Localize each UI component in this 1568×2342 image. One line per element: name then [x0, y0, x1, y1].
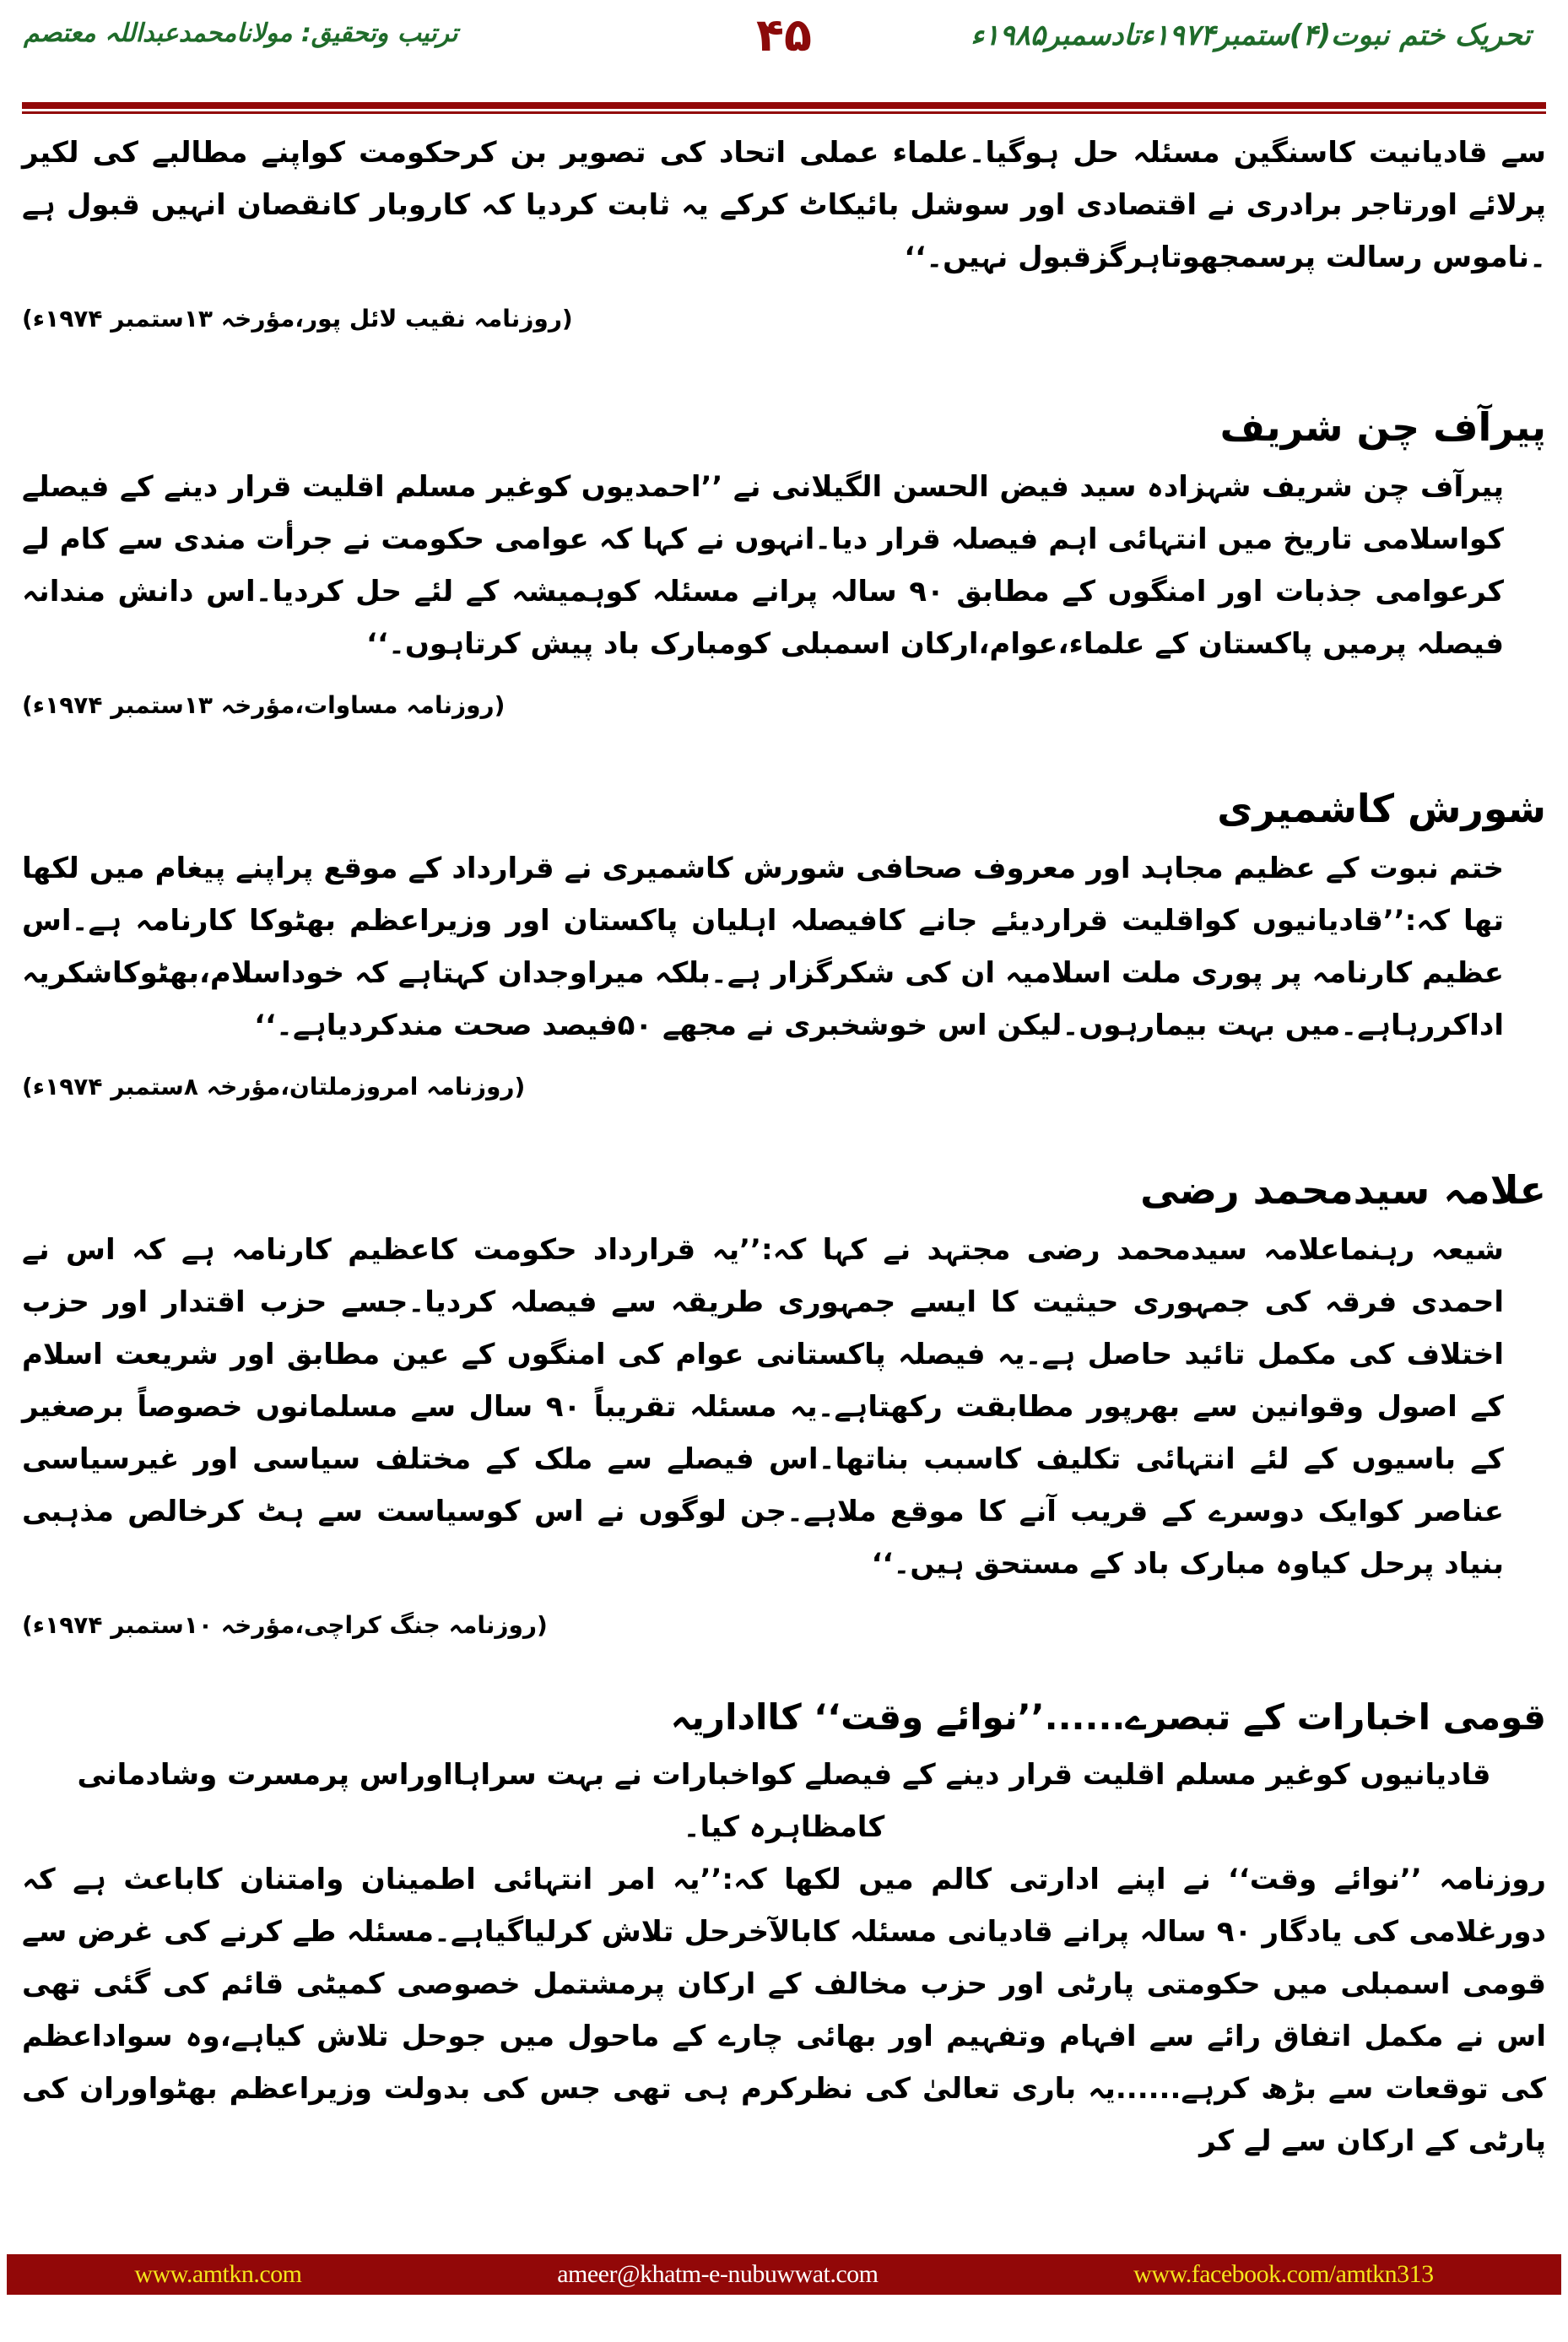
section-heading: پیرآف چن شریف — [1219, 404, 1546, 450]
section-heading: علامہ سیدمحمد رضی — [1140, 1167, 1546, 1213]
page-header — [0, 0, 1568, 84]
section-heading: شورش کاشمیری — [1217, 786, 1546, 831]
section-citation: (روزنامہ امروزملتان،مؤرخہ ۸ستمبر ۱۹۷۴ء) — [22, 1073, 526, 1101]
footer-facebook-link[interactable]: www.facebook.com/amtkn313 — [1133, 2260, 1434, 2288]
subsection-body: روزنامہ ’’نوائے وقت‘‘ نے اپنے ادارتی کالم میں لکھا کہ:’’یہ امر انتہائی اطمینان وامتنان کاباعث ہے کہ دورغلامی کی یادگار ۹۰ سالہ پرانے قادیانی مسئلہ کابالآخرحل تلاش کرلیاگیاہے۔مسئلہ طے کرنے کی غرض سے قومی اسمبلی میں حکومتی پارٹی اور حزب مخالف کے ارکان پرمشتمل خصوصی کمیٹی قائم کی گئی تھی اس نے مکمل اتفاق رائے سے افہام وتفہیم اور بھائی چارے کے ماحول میں جوحل تلاش کیاہے،وہ سواداعظم کی توقعات سے بڑھ کرہے......یہ باری تعالیٰ کی نظرکرم ہی تھی جس کی بدولت وزیراعظم بھٹواوران کی پارٹی کے ارکان سے لے کر — [22, 1863, 1547, 2158]
page-content — [22, 127, 1546, 2228]
footer-email-link[interactable]: ameer@khatm-e-nubuwwat.com — [557, 2260, 879, 2288]
compiler-credit: ترتیب وتحقیق: مولانامحمدعبداللہ معتصم — [24, 19, 458, 48]
intro-paragraph: سے قادیانیت کاسنگین مسئلہ حل ہوگیا۔علماء عملی اتحاد کی تصویر بن کرحکومت کواپنے مطالبے کی لکیر پرلائے اورتاجر برادری نے اقتصادی اور سوشل بائیکاٹ کرکے یہ ثابت کردیا کہ کاروبار کانقصان انہیں قبول ہے ۔ناموس رسالت پرسمجھوتاہرگزقبول نہیں۔‘‘ — [22, 136, 1546, 274]
section-pir-chan-sharif — [22, 393, 1546, 729]
section-body: ختم نبوت کے عظیم مجاہد اور معروف صحافی شورش کاشمیری نے قرارداد کے موقع پراپنے پیغام میں لکھا تھا کہ:’’قادیانیوں کواقلیت قراردیئے جانے کافیصلہ اہلیان پاکستان اور وزیراعظم بھٹوکا کارنامہ ہے۔اس عظیم کارنامہ پر پوری ملت اسلامیہ ان کی شکرگزار ہے۔بلکہ میراوجدان کہتاہے کہ خوداسلام،بھٹوکاشکریہ اداکررہاہے۔میں بہت بیمارہوں۔لیکن اس خوشخبری نے مجھے ۵۰فیصد صحت مندکردیاہے۔‘‘ — [22, 852, 1504, 1042]
section-shorish-kashmiri — [22, 775, 1546, 1111]
section-citation: (روزنامہ جنگ کراچی،مؤرخہ ۱۰ستمبر ۱۹۷۴ء) — [22, 1611, 548, 1639]
header-rule-thin — [22, 111, 1546, 114]
section-allama-razi — [22, 1156, 1546, 1649]
intro-citation: (روزنامہ نقیب لائل پور،مؤرخہ ۱۳ستمبر ۱۹۷۴ء) — [22, 305, 573, 333]
subsection-lead: قادیانیوں کوغیر مسلم اقلیت قرار دینے کے فیصلے کواخبارات نے بہت سراہااوراس پرمسرت وشادمانی کامظاہرہ کیا۔ — [77, 1758, 1491, 1844]
section-body: شیعہ رہنماعلامہ سیدمحمد رضی مجتہد نے کہا کہ:’’یہ قرارداد حکومت کاعظیم کارنامہ ہے کہ اس نے احمدی فرقہ کی جمہوری حیثیت کا ایسے جمہوری طریقہ سے فیصلہ کردیا۔جسے حزب اقتدار اور حزب اختلاف کی مکمل تائید حاصل ہے۔یہ فیصلہ پاکستانی عوام کی امنگوں کے عین مطابق اور شریعت اسلام کے اصول وقوانین سے بھرپور مطابقت رکھتاہے۔یہ مسئلہ تقریباً ۹۰ سال سے مسلمانوں خصوصاً برصغیر کے باسیوں کے لئے انتہائی تکلیف کاسبب بناتھا۔اس فیصلے سے ملک کے مختلف سیاسی اور غیرسیاسی عناصر کوایک دوسرے کے قریب آنے کا موقع ملاہے۔جن لوگوں نے اس کوسیاست سے ہٹ کرخالص مذہبی بنیاد پرحل کیاوہ مبارک باد کے مستحق ہیں۔‘‘ — [22, 1233, 1505, 1581]
header-rule-thick — [22, 102, 1546, 109]
subsection-heading: قومی اخبارات کے تبصرے......’’نوائے وقت‘‘ کااداریہ — [670, 1696, 1546, 1738]
page-footer — [7, 2254, 1561, 2295]
section-newspaper-reviews — [22, 1686, 1546, 2167]
section-citation: (روزنامہ مساوات،مؤرخہ ۱۳ستمبر ۱۹۷۴ء) — [22, 691, 506, 719]
footer-website-link[interactable]: www.amtkn.com — [134, 2260, 302, 2288]
section-body: پیرآف چن شریف شہزادہ سید فیض الحسن الگیلانی نے ’’احمدیوں کوغیر مسلم اقلیت قرار دینے کے فیصلے کواسلامی تاریخ میں انتہائی اہم فیصلہ قرار دیا۔انہوں نے کہا کہ عوامی حکومت نے جرأت مندی سے کام لے کرعوامی جذبات اور امنگوں کے مطابق ۹۰ سالہ پرانے مسئلہ کوہمیشہ کے لئے حل کردیا۔اس دانش مندانہ فیصلہ پرمیں پاکستان کے علماء،عوام،ارکان اسمبلی کومبارک باد پیش کرتاہوں۔‘‘ — [22, 470, 1505, 661]
book-title: تحریک ختم نبوت(۴)ستمبر۱۹۷۴ءتادسمبر۱۹۸۵ء — [971, 19, 1531, 52]
page-number: ۴۵ — [756, 8, 812, 62]
